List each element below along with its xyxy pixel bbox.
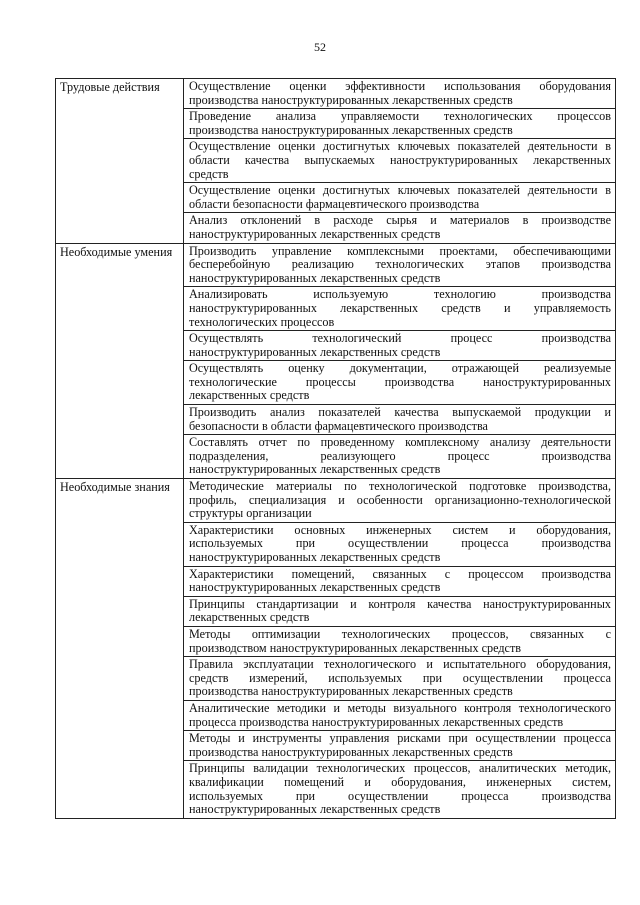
requirement-cell bbox=[184, 139, 616, 183]
requirement-line: Производить анализ показателей качества выпускаемой продукции и bbox=[189, 405, 611, 420]
requirement-line: области безопасности фармацевтического производства bbox=[189, 196, 480, 211]
requirement-line: Осуществление оценки достигнутых ключевых показателей деятельности в bbox=[189, 183, 611, 198]
requirement-line: структуры организации bbox=[189, 506, 312, 521]
requirement-line: производства наноструктурированных лекарственных средств bbox=[189, 744, 513, 759]
requirement-line: лекарственных средств bbox=[189, 388, 310, 403]
requirement-cell bbox=[184, 79, 616, 109]
requirement-line: технологических процессов bbox=[189, 314, 335, 329]
requirement-line: Осуществление оценки достигнутых ключевых показателей деятельности в bbox=[189, 139, 611, 154]
requirement-cell bbox=[184, 479, 616, 523]
requirement-line: Осуществлять технологический процесс производства bbox=[189, 331, 611, 346]
section-title: Необходимые знания bbox=[56, 479, 184, 819]
requirement-line: наноструктурированных лекарственных средств bbox=[189, 344, 441, 359]
requirement-line: Анализ отклонений в расходе сырья и материалов в производстве bbox=[189, 213, 611, 228]
requirement-line: наноструктурированных лекарственных средств bbox=[189, 226, 441, 241]
table-row bbox=[56, 479, 616, 523]
requirement-line: Осуществлять оценку документации, отражающей реализуемые bbox=[189, 361, 611, 376]
requirement-line: Правила эксплуатации технологического и испытательного оборудования, bbox=[189, 657, 611, 672]
requirement-line: Осуществление оценки эффективности использования оборудования bbox=[189, 79, 611, 93]
requirement-line: наноструктурированных лекарственных средств bbox=[189, 270, 441, 285]
requirement-line: Анализировать используемую технологию производства bbox=[189, 287, 611, 302]
requirement-line: Производить управление комплексными проектами, обеспечивающими bbox=[189, 243, 611, 258]
requirement-line: Составлять отчет по проведенному комплексному анализу деятельности bbox=[189, 435, 611, 450]
requirement-line: Методы оптимизации технологических процессов, связанных с bbox=[189, 626, 611, 641]
requirement-line: производства наноструктурированных лекарственных средств bbox=[189, 684, 513, 699]
requirement-cell bbox=[184, 109, 616, 139]
requirement-cell bbox=[184, 566, 616, 596]
requirement-cell bbox=[184, 287, 616, 331]
requirement-line: производством наноструктурированных лекарственных средств bbox=[189, 640, 522, 655]
requirement-line: наноструктурированных лекарственных средств bbox=[189, 580, 441, 595]
requirement-line: наноструктурированных лекарственных средств и управляемость bbox=[189, 300, 611, 315]
requirement-cell bbox=[184, 522, 616, 566]
requirement-line: Методические материалы по технологической подготовке производства, bbox=[189, 479, 611, 494]
requirement-line: Принципы стандартизации и контроля качества наноструктурированных bbox=[189, 596, 611, 611]
requirement-line: наноструктурированных лекарственных средств bbox=[189, 462, 441, 477]
requirement-line: Аналитические методики и методы визуального контроля технологического bbox=[189, 700, 611, 715]
requirement-line: средств bbox=[189, 166, 229, 181]
requirement-cell bbox=[184, 361, 616, 405]
requirement-cell bbox=[184, 700, 616, 730]
section-title: Необходимые умения bbox=[56, 243, 184, 479]
requirement-line: Методы и инструменты управления рисками при осуществлении процесса bbox=[189, 731, 611, 746]
requirement-line: используемых при осуществлении процесса производства bbox=[189, 536, 611, 551]
table-row bbox=[56, 243, 616, 287]
page-number: 52 bbox=[314, 40, 326, 54]
table-row bbox=[56, 79, 616, 109]
requirement-cell bbox=[184, 731, 616, 761]
requirement-line: средств измерений, используемых при осуществлении процесса bbox=[189, 670, 611, 685]
requirement-line: бесперебойную реализацию технологических этапов производства bbox=[189, 257, 611, 272]
requirement-cell bbox=[184, 596, 616, 626]
requirement-line: области качества выпускаемых наноструктурированных лекарственных bbox=[189, 152, 611, 167]
requirement-line: процесса производства наноструктурированных лекарственных средств bbox=[189, 714, 564, 729]
requirement-cell bbox=[184, 626, 616, 656]
requirement-cell bbox=[184, 213, 616, 243]
requirement-line: производства наноструктурированных лекарственных средств bbox=[189, 92, 513, 107]
requirement-line: лекарственных средств bbox=[189, 610, 310, 625]
requirement-cell bbox=[184, 405, 616, 435]
requirement-cell bbox=[184, 761, 616, 818]
requirement-line: используемых при осуществлении процесса производства bbox=[189, 788, 611, 803]
requirement-line: Принципы валидации технологических процессов, аналитических методик, bbox=[189, 761, 611, 776]
requirement-line: наноструктурированных лекарственных средств bbox=[189, 802, 441, 817]
requirement-cell bbox=[184, 243, 616, 287]
requirement-line: квалификации помещений и оборудования, инженерных систем, bbox=[189, 774, 611, 789]
requirement-line: технологические процессы производства наноструктурированных bbox=[189, 374, 611, 389]
requirement-cell bbox=[184, 183, 616, 213]
requirement-cell bbox=[184, 435, 616, 479]
requirement-line: Проведение анализа управляемости технологических процессов bbox=[189, 109, 611, 124]
requirement-line: наноструктурированных лекарственных средств bbox=[189, 550, 441, 564]
requirement-line: подразделения, реализующего процесс производства bbox=[189, 448, 611, 463]
section-title: Трудовые действия bbox=[56, 79, 184, 244]
requirement-line: Характеристики помещений, связанных с процессом производства bbox=[189, 566, 611, 581]
requirement-cell bbox=[184, 331, 616, 361]
requirement-line: профиль, специализация и особенности организационно-технологической bbox=[189, 492, 611, 507]
requirement-line: производства наноструктурированных лекарственных средств bbox=[189, 122, 513, 137]
requirement-line: безопасности в области фармацевтического производства bbox=[189, 418, 488, 433]
requirement-cell bbox=[184, 657, 616, 701]
requirement-line: Характеристики основных инженерных систем и оборудования, bbox=[189, 522, 611, 537]
competency-table bbox=[55, 78, 616, 819]
